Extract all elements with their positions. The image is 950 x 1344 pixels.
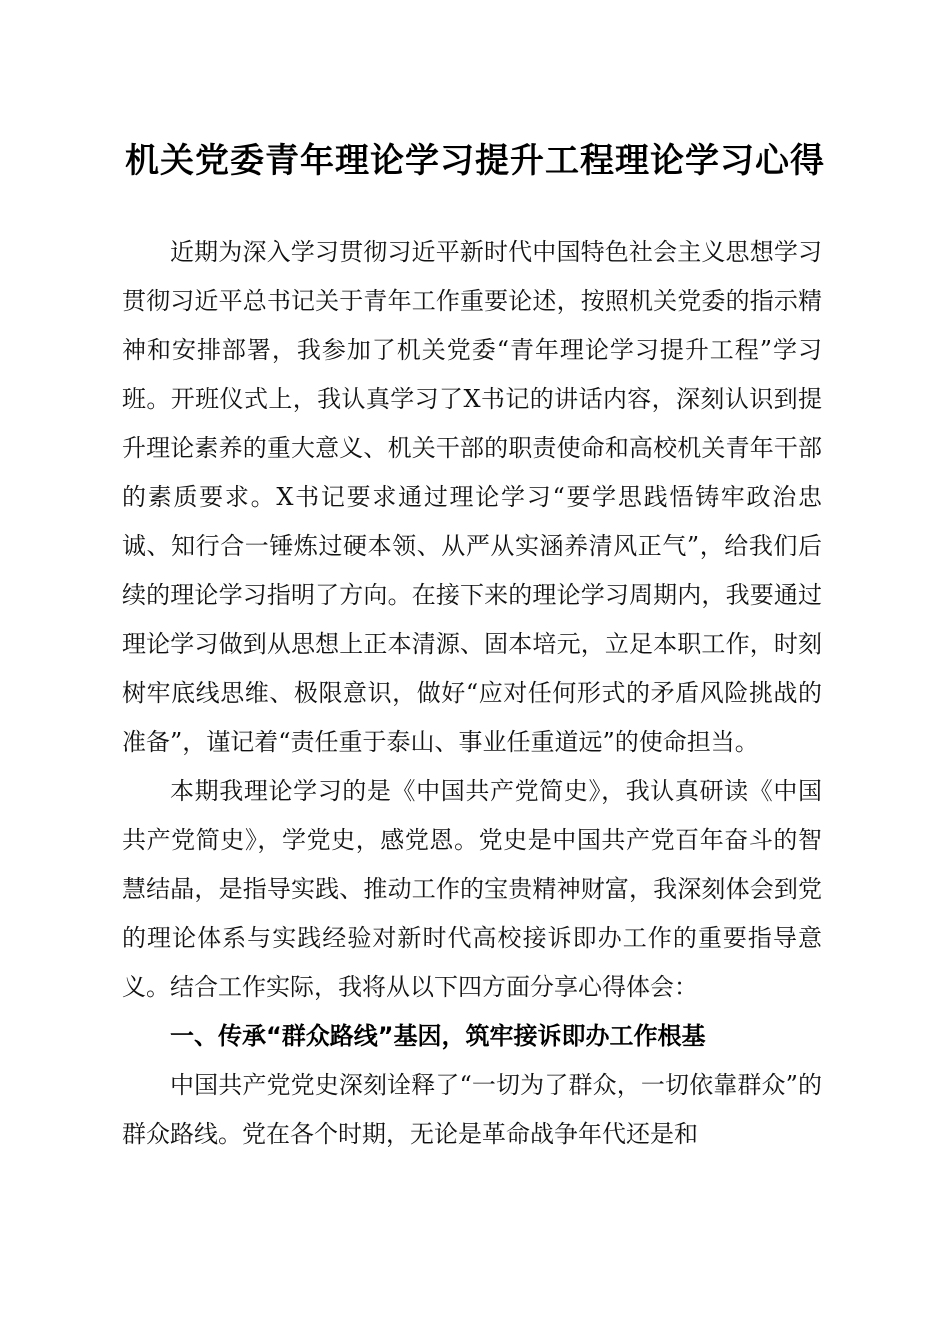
paragraph-intro: 近期为深入学习贯彻习近平新时代中国特色社会主义思想学习贯彻习近平总书记关于青年工作重要论述，按照机关党委的指示精神和安排部署，我参加了机关党委“青年理论学习提升工程”学习班。开班仪式上，我认真学习了X书记的讲话内容，深刻认识到提升理论素养的重大意义、机关干部的职责使命和高校机关青年干部的素质要求。X书记要求通过理论学习“要学思践悟铸牢政治忠诚、知行合一锤炼过硬本领、从严从实涵养清风正气”，给我们后续的理论学习指明了方向。在接下来的理论学习周期内，我要通过理论学习做到从思想上正本清源、固本培元，立足本职工作，时刻树牢底线思维、极限意识，做好“应对任何形式的矛盾风险挑战的准备”，谨记着“责任重于泰山、事业任重道远”的使命担当。 bbox=[122, 238, 822, 756]
paragraph-section-1: 中国共产党党史深刻诠释了“一切为了群众，一切依靠群众”的群众路线。党在各个时期，无论是革命战争年代还是和 bbox=[122, 1071, 822, 1148]
document-body bbox=[122, 228, 822, 1159]
paragraph-party-history: 本期我理论学习的是《中国共产党简史》，我认真研读《中国共产党简史》，学党史，感党恩。党史是中国共产党百年奋斗的智慧结晶，是指导实践、推动工作的宝贵精神财富，我深刻体会到党的理论体系与实践经验对新时代高校接诉即办工作的重要指导意义。结合工作实际，我将从以下四方面分享心得体会： bbox=[122, 777, 822, 1001]
section-heading-1: 一、传承“群众路线”基因，筑牢接诉即办工作根基 bbox=[170, 1022, 706, 1050]
document-title: 机关党委青年理论学习提升工程理论学习心得 bbox=[125, 141, 825, 181]
